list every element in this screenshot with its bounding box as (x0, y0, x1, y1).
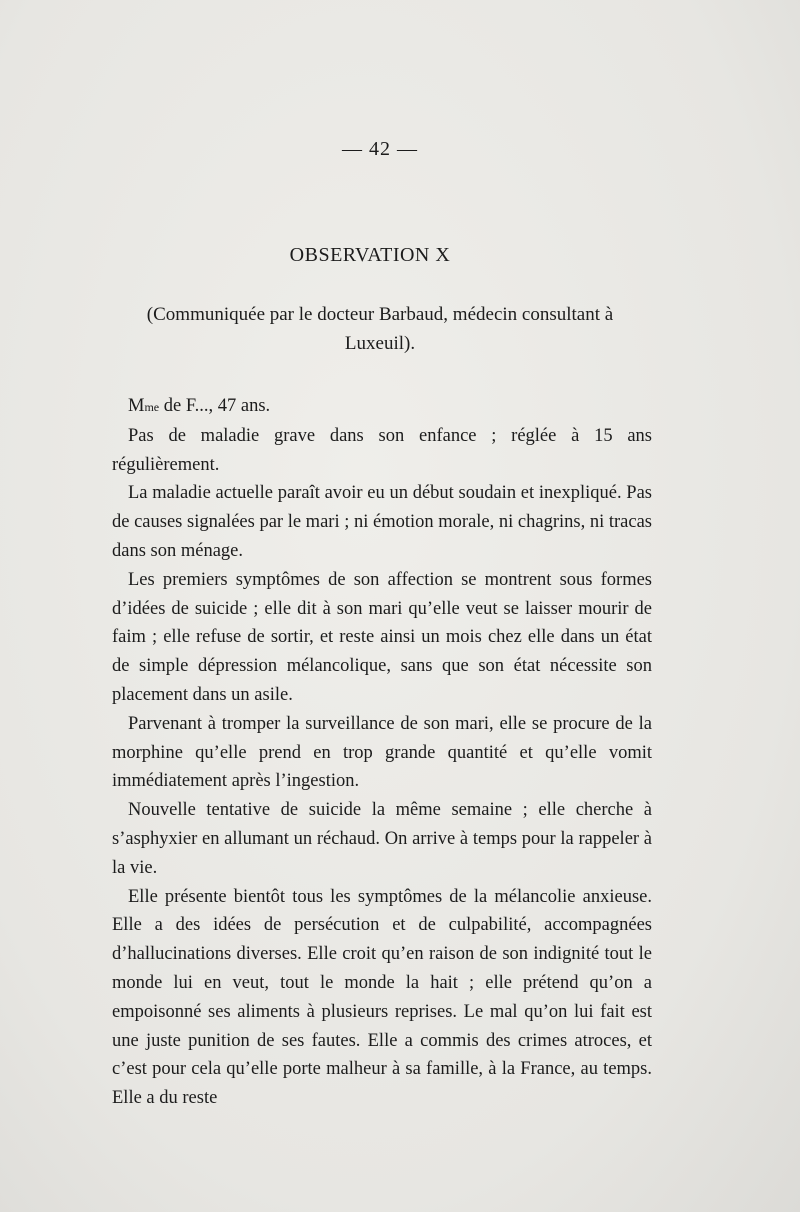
patient-identity: de F..., 47 ans. (159, 396, 271, 416)
page-number: — 42 — (342, 138, 418, 160)
patient-line (112, 392, 652, 422)
paragraph-first-symptoms: Les premiers symptômes de son affection se montrent sous formes d’idées de suicide ; elle dit à son mari qu’elle veut se laisser mourir de faim ; elle refuse de sortir, et reste ainsi un mois chez elle dans un état de simple dépression mélancolique, sans que son état nécessite son placement dans un asile. (112, 569, 652, 705)
observation-heading: OBSERVATION X (289, 244, 451, 266)
paragraph-second-attempt: Nouvelle tentative de suicide la même semaine ; elle cherche à s’asphyxier en allumant un réchaud. On arrive à temps pour la rappeler à la vie. (112, 800, 652, 878)
patient-title: M (128, 396, 145, 416)
paragraph-melancholia: Elle présente bientôt tous les symptômes de la mélancolie anxieuse. Elle a des idées de persécution et de culpabilité, accompagnées d’hallucinations diverses. Elle croit qu’en raison de son indignité tout le monde lui en veut, tout le monde la hait ; elle prétend qu’on a empoisonné ses aliments à plusieurs reprises. Le mal qu’on lui fait est une juste punition de ses fautes. Elle a commis des crimes atroces, et c’est pour cela qu’elle porte malheur à sa famille, à la France, au temps. Elle a du reste (112, 886, 652, 1109)
body-text (112, 392, 652, 1113)
paragraph-onset: La maladie actuelle paraît avoir eu un début soudain et inexpliqué. Pas de causes signalées par le mari ; ni émotion morale, ni chagrins, ni tracas dans son ménage. (112, 483, 652, 561)
patient-title-superscript: me (144, 400, 160, 414)
paragraph-childhood: Pas de maladie grave dans son enfance ; réglée à 15 ans régulièrement. (112, 425, 652, 475)
observation-subheading: (Communiquée par le docteur Barbaud, médecin consultant à Luxeuil). (146, 304, 614, 354)
paragraph-morphine: Parvenant à tromper la surveillance de son mari, elle se procure de la morphine qu’elle prend en trop grande quantité et qu’elle vomit immédiatement après l’ingestion. (112, 713, 652, 792)
